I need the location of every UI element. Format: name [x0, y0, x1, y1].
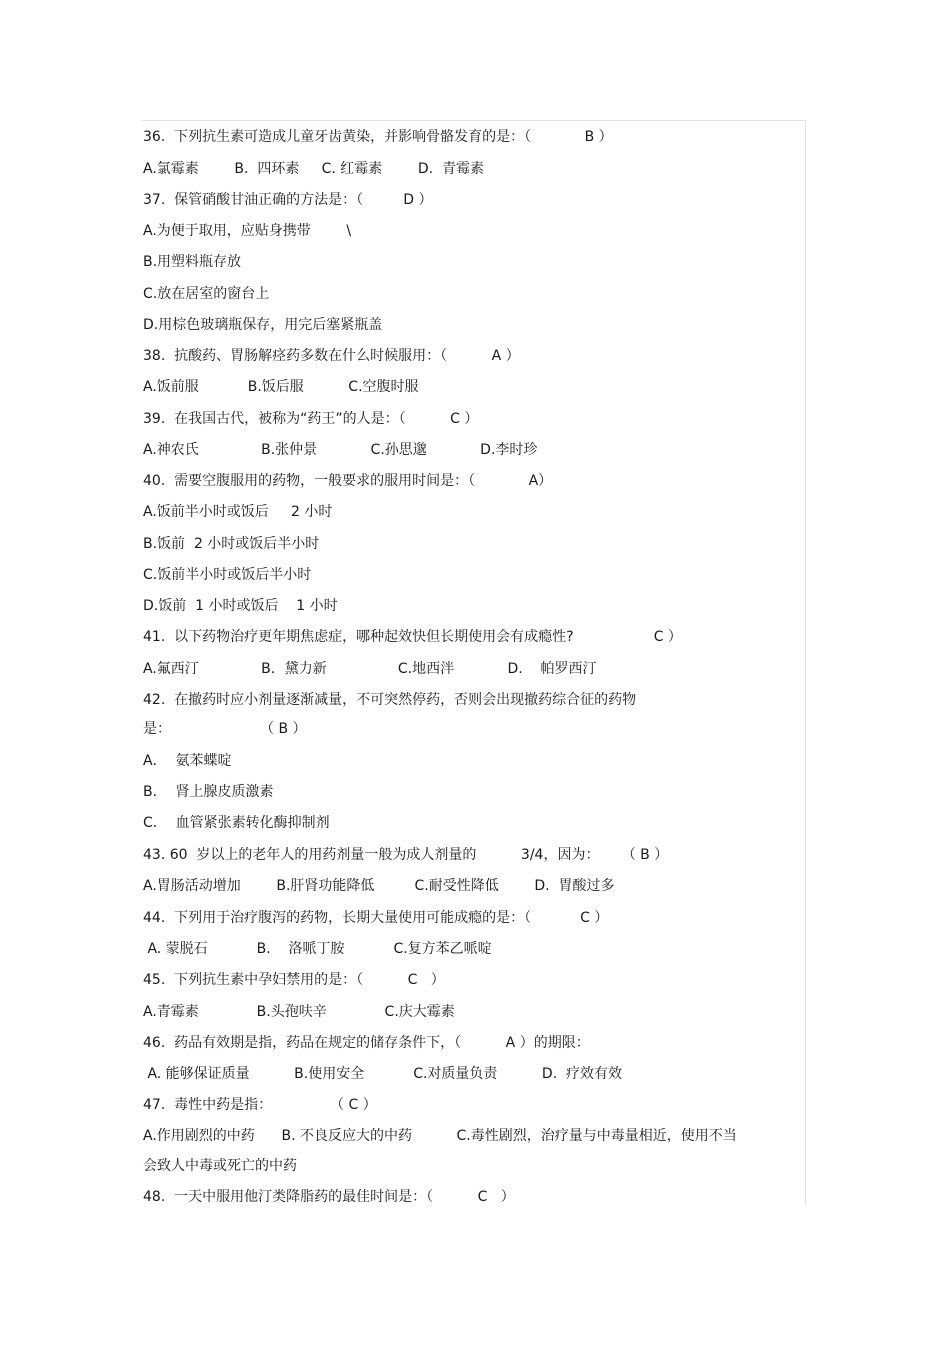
text-line: A.饭前服 B.饭后服 C.空腹时服	[143, 379, 419, 395]
text-line: A.青霉素 B.头孢呋辛 C.庆大霉素	[143, 1004, 455, 1020]
text-line: 44. 下列用于治疗腹泻的药物，长期大量使用可能成瘾的是：（ C ）	[143, 910, 609, 926]
text-line: C.饭前半小时或饭后半小时	[143, 567, 312, 583]
text-line: 38. 抗酸药、胃肠解痉药多数在什么时候服用：（ A ）	[143, 348, 520, 364]
text-line: A.胃肠活动增加 B.肝肾功能降低 C.耐受性降低 D. 胃酸过多	[143, 878, 615, 894]
text-line: A． 氨苯蝶啶	[143, 753, 232, 769]
text-line: C． 血管紧张素转化酶抑制剂	[143, 815, 330, 831]
text-line: 47. 毒性中药是指： （ C ）	[143, 1097, 377, 1113]
text-line: 46. 药品有效期是指，药品在规定的储存条件下，（ A ）的期限：	[143, 1035, 590, 1051]
text-line: 45. 下列抗生素中孕妇禁用的是：（ C ）	[143, 972, 445, 988]
text-line: D.饭前 1 小时或饭后 1 小时	[143, 598, 338, 614]
text-line: 36. 下列抗生素可造成儿童牙齿黄染，并影响骨骼发育的是：（ B ）	[143, 129, 613, 145]
text-line: 37. 保管硝酸甘油正确的方法是：（ D ）	[143, 192, 433, 208]
text-line: 48. 一天中服用他汀类降脂药的最佳时间是：（ C ）	[143, 1189, 515, 1205]
text-line: B.饭前 2 小时或饭后半小时	[143, 536, 320, 552]
text-line: 40. 需要空腹服用的药物，一般要求的服用时间是：（ A）	[143, 473, 553, 489]
text-line: 是： （ B ）	[143, 721, 307, 737]
text-line: 39. 在我国古代，被称为“药王”的人是：（ C ）	[143, 411, 479, 427]
text-line: A.饭前半小时或饭后 2 小时	[143, 504, 333, 520]
text-line: A.氯霉素 B. 四环素 C. 红霉素 D. 青霉素	[143, 161, 484, 177]
text-line: A.氟西汀 B．黛力新 C.地西泮 D. 帕罗西汀	[143, 661, 597, 677]
text-line: A. 能够保证质量 B.使用安全 C.对质量负责 D. 疗效有效	[143, 1066, 623, 1082]
text-line: A. 蒙脱石 B. 洛哌丁胺 C.复方苯乙哌啶	[143, 941, 492, 957]
text-line: A.作用剧烈的中药 B. 不良反应大的中药 C.毒性剧烈，治疗量与中毒量相近，使用不当	[143, 1128, 737, 1144]
text-line: 41. 以下药物治疗更年期焦虑症，哪种起效快但长期使用会有成瘾性? C ）	[143, 629, 682, 645]
text-line: B． 肾上腺皮质激素	[143, 784, 274, 800]
text-line: 42. 在撤药时应小剂量逐渐减量，不可突然停药，否则会出现撤药综合征的药物	[143, 692, 637, 708]
text-line: 会致人中毒或死亡的中药	[143, 1158, 297, 1174]
text-line: 43. 60 岁以上的老年人的用药剂量一般为成人剂量的 3/4，因为： （ B ）	[143, 847, 669, 863]
text-line: A.神农氏 B.张仲景 C.孙思邈 D.李时珍	[143, 442, 538, 458]
text-line: D.用棕色玻璃瓶保存，用完后塞紧瓶盖	[143, 317, 383, 333]
text-line: C.放在居室的窗台上	[143, 286, 270, 302]
text-line: B.用塑料瓶存放	[143, 254, 242, 270]
text-line: A.为便于取用，应贴身携带 \	[143, 223, 352, 239]
